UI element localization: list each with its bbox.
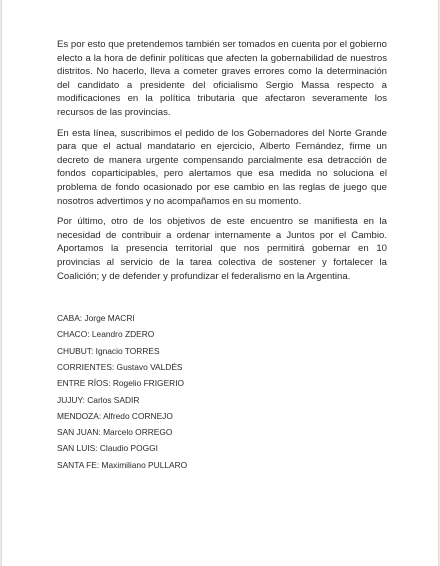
signature-entre-rios: ENTRE RÍOS: Rogelio FRIGERIO — [57, 378, 185, 389]
signature-san-juan: SAN JUAN: Marcelo ORREGO — [57, 427, 173, 438]
signatures-list — [57, 310, 387, 473]
signature-corrientes: CORRIENTES: Gustavo VALDÉS — [57, 361, 183, 372]
document-page — [2, 0, 438, 566]
signature-jujuy: JUJUY: Carlos SADIR — [57, 394, 140, 405]
paragraph-3: Por último, otro de los objetivos de este encuentro se manifiesta en la necesidad de contribuir a ordenar internamente a Juntos por el Cambio. Aportamos la presencia territorial que nos permitirá gobernar en 10 provincias al servicio de la tarea colectiva de sostener y fortalecer la Coalición; y de defender y profundizar el federalismo en la Argentina. — [57, 216, 387, 282]
signature-santa-fe: SANTA FE: Maximiliano PULLARO — [57, 459, 188, 470]
signature-caba: CABA: Jorge MACRI — [57, 313, 135, 324]
paragraph-1: Es por esto que pretendemos también ser tomados en cuenta por el gobierno electo a la hora de definir políticas que afecten la gobernabilidad de nuestros distritos. No hacerlo, lleva a cometer graves errores como la determinación del candidato a presidente del oficialismo Sergio Massa respecto a modificaciones en la política tributaria que afectaron severamente los recursos de las provincias. — [57, 39, 387, 118]
signature-chaco: CHACO: Leandro ZDERO — [57, 329, 155, 340]
signature-chubut: CHUBUT: Ignacio TORRES — [57, 345, 160, 356]
signature-mendoza: MENDOZA: Alfredo CORNEJO — [57, 410, 173, 421]
paragraph-2: En esta línea, suscribimos el pedido de los Gobernadores del Norte Grande para que el actual mandatario en ejercicio, Alberto Fernández, firme un decreto de manera urgente compensando parcialmente esa detracción de fondos coparticipables, pero alertamos que esa medida no soluciona el problema de fondo ocasionado por ese cambio en las reglas de juego que nosotros advertimos y no acompañamos en su momento. — [57, 127, 387, 207]
document-body — [57, 38, 387, 473]
signature-san-luis: SAN LUIS: Claudio POGGI — [57, 443, 159, 454]
